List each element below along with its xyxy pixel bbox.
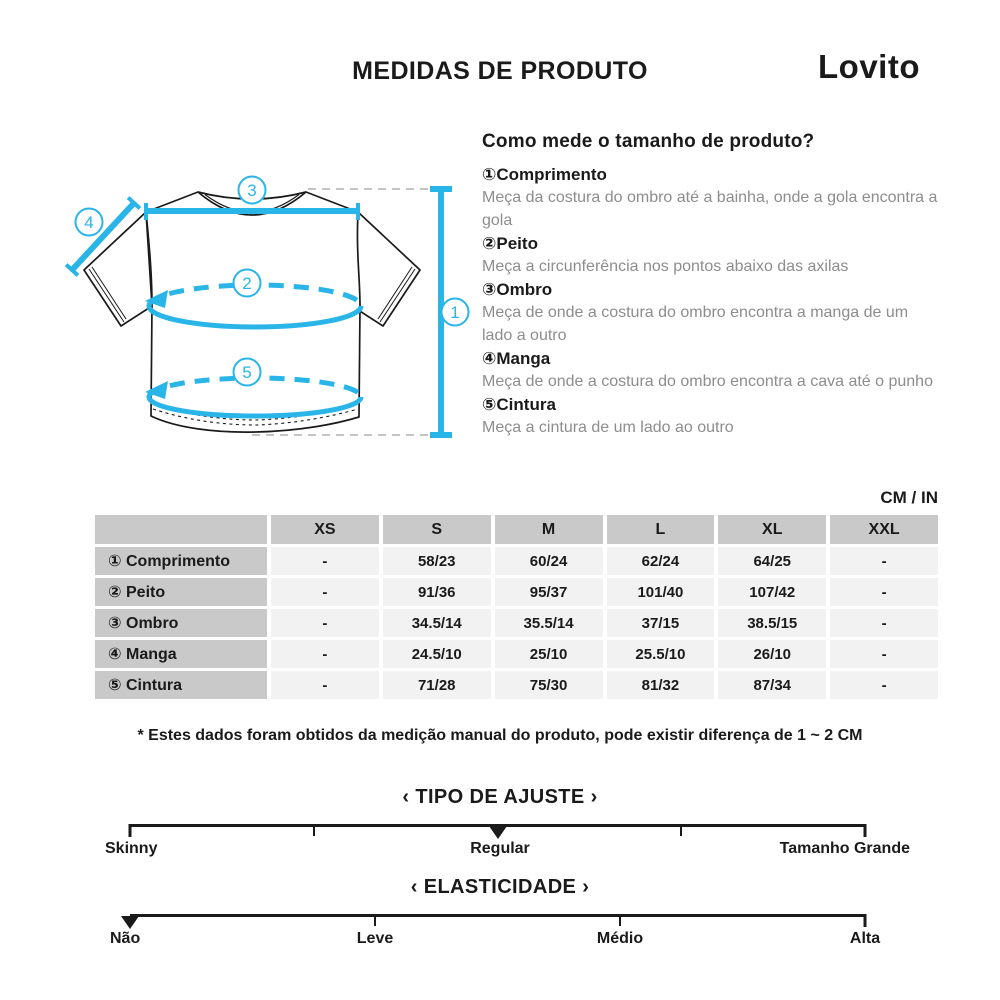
table-cell: 71/28	[383, 671, 491, 699]
fit-scale-heading: ‹ TIPO DE AJUSTE ›	[402, 786, 598, 808]
elasticity-label-nao: Não	[110, 930, 141, 947]
column-header: XS	[271, 515, 379, 544]
guide-item-label: ③Ombro	[482, 280, 553, 299]
table-cell: 25.5/10	[607, 640, 715, 668]
fit-scale-line	[130, 824, 865, 827]
marker-4	[76, 209, 103, 236]
column-header: XXL	[830, 515, 938, 544]
elasticity-tick	[374, 914, 376, 926]
fit-tick	[864, 824, 867, 837]
guide-item	[482, 278, 940, 347]
svg-text:1: 1	[450, 303, 460, 322]
guide-item-desc: Meça a circunferência nos pontos abaixo das axilas	[482, 258, 849, 275]
elasticity-label-leve: Leve	[356, 930, 394, 947]
table-cell: -	[271, 578, 379, 606]
table-cell: 81/32	[607, 671, 715, 699]
table-cell: 75/30	[495, 671, 603, 699]
size-table	[95, 515, 938, 699]
column-header: M	[495, 515, 603, 544]
shirt-body	[146, 192, 360, 432]
guide-item	[482, 163, 940, 232]
guide-item	[482, 393, 940, 439]
column-header: S	[383, 515, 491, 544]
guide-item	[482, 347, 940, 393]
elasticity-scale-line	[130, 914, 865, 917]
guide-item-desc: Meça a cintura de um lado ao outro	[482, 419, 734, 436]
table-cell: 91/36	[383, 578, 491, 606]
guide-item-label: ④Manga	[482, 349, 551, 368]
table-cell: 38.5/15	[718, 609, 826, 637]
guide-item-label: ⑤Cintura	[482, 395, 556, 414]
table-cell: -	[830, 671, 938, 699]
table-cell: 101/40	[607, 578, 715, 606]
fit-label-skinny: Skinny	[105, 840, 158, 857]
guide-item	[482, 232, 940, 278]
table-cell: 58/23	[383, 547, 491, 575]
marker-5	[234, 359, 261, 386]
fit-marker-triangle	[489, 826, 507, 839]
table-cell: 26/10	[718, 640, 826, 668]
table-cell: -	[830, 547, 938, 575]
table-cell: 25/10	[495, 640, 603, 668]
marker-1	[442, 299, 469, 326]
guide-item-label: ①Comprimento	[482, 165, 607, 184]
marker-2	[234, 270, 261, 297]
guide-heading: Como mede o tamanho de produto?	[482, 131, 815, 152]
measurement-footnote: * Estes dados foram obtidos da medição manual do produto, pode existir diferença de 1 ~ 2 CM	[137, 727, 863, 744]
table-cell: 64/25	[718, 547, 826, 575]
table-cell: -	[830, 578, 938, 606]
brand-logo: Lovito	[818, 48, 920, 85]
svg-text:4: 4	[84, 213, 94, 232]
row-header: ④ Manga	[95, 640, 267, 668]
guide-item-desc: Meça de onde a costura do ombro encontra a cava até o punho	[482, 373, 933, 390]
elasticity-label-alta: Alta	[849, 930, 881, 947]
row-header: ② Peito	[95, 578, 267, 606]
table-cell: 60/24	[495, 547, 603, 575]
column-header: L	[607, 515, 715, 544]
fit-label-tamanho-grande: Tamanho Grande	[779, 840, 910, 857]
table-cell: 107/42	[718, 578, 826, 606]
table-cell: 87/34	[718, 671, 826, 699]
column-header: XL	[718, 515, 826, 544]
table-cell: 34.5/14	[383, 609, 491, 637]
table-cell: -	[271, 547, 379, 575]
table-cell: -	[830, 609, 938, 637]
elasticity-marker-triangle	[121, 916, 139, 929]
table-cell: 62/24	[607, 547, 715, 575]
fit-tick	[680, 824, 682, 836]
elasticity-tick	[619, 914, 621, 926]
row-header: ① Comprimento	[95, 547, 267, 575]
unit-label: CM / IN	[880, 488, 938, 507]
table-cell: 37/15	[607, 609, 715, 637]
table-cell: -	[271, 609, 379, 637]
tshirt-diagram	[30, 155, 480, 455]
row-header: ③ Ombro	[95, 609, 267, 637]
table-cell: -	[830, 640, 938, 668]
table-corner-cell	[95, 515, 267, 544]
svg-text:2: 2	[242, 274, 252, 293]
row-header: ⑤ Cintura	[95, 671, 267, 699]
guide-item-desc: Meça da costura do ombro até a bainha, onde a gola encontra a gola	[482, 189, 938, 229]
elasticity-label-medio: Médio	[596, 930, 644, 947]
svg-text:3: 3	[247, 181, 257, 200]
svg-text:5: 5	[242, 363, 252, 382]
fit-label-regular: Regular	[470, 840, 530, 857]
table-cell: -	[271, 671, 379, 699]
table-cell: 24.5/10	[383, 640, 491, 668]
measure-guide	[482, 131, 940, 439]
marker-3	[239, 177, 266, 204]
table-cell: -	[271, 640, 379, 668]
fit-tick	[313, 824, 315, 836]
elasticity-scale-heading: ‹ ELASTICIDADE ›	[410, 876, 590, 898]
guide-item-desc: Meça de onde a costura do ombro encontra a manga de um lado a outro	[482, 304, 909, 344]
fit-tick	[129, 824, 132, 837]
table-cell: 95/37	[495, 578, 603, 606]
page-title: MEDIDAS DE PRODUTO	[352, 57, 648, 85]
table-cell: 35.5/14	[495, 609, 603, 637]
guide-item-label: ②Peito	[482, 234, 538, 253]
elasticity-tick	[864, 914, 867, 927]
